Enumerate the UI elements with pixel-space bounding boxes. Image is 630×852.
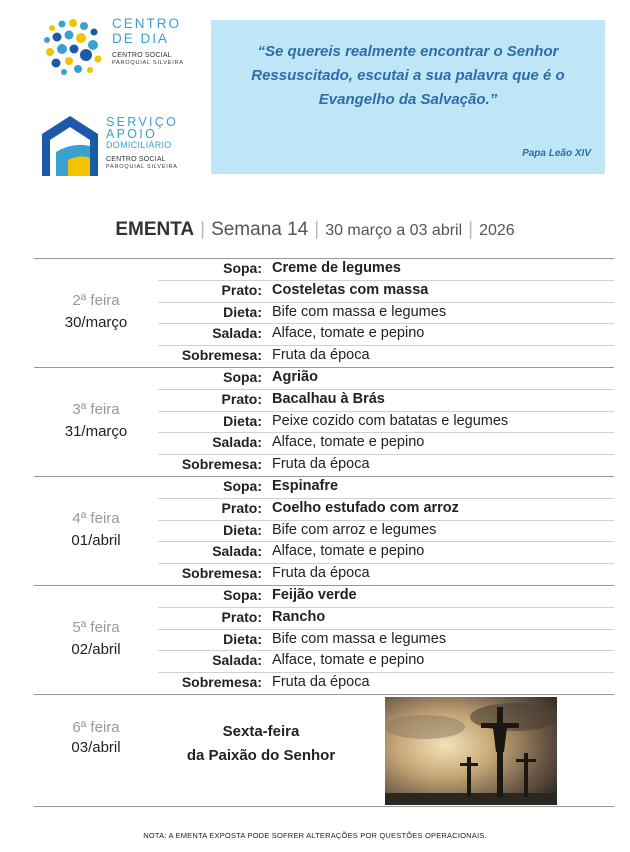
item-label: Dieta:	[223, 304, 262, 320]
item-label: Sopa:	[223, 369, 262, 385]
row-separator	[158, 520, 614, 521]
item-value: Agrião	[272, 369, 318, 385]
day-separator	[34, 258, 614, 259]
row-separator	[158, 672, 614, 673]
row-separator	[158, 389, 614, 390]
item-value: Fruta da época	[272, 674, 370, 690]
centro-de-dia-logo-text	[112, 16, 184, 67]
item-value: Alface, tomate e pepino	[272, 543, 425, 559]
menu-week: Semana 14	[211, 219, 309, 240]
row-separator	[158, 302, 614, 303]
item-value: Bife com massa e legumes	[272, 304, 447, 320]
footer-note: NOTA: A EMENTA EXPOSTA PODE SOFRER ALTERAÇÕES POR QUESTÕES OPERACIONAIS.	[143, 831, 487, 840]
quote-author: Papa Leão XIV	[522, 148, 591, 159]
menu-title: EMENTA	[115, 219, 195, 240]
crucifixion-image	[385, 697, 557, 805]
day-separator	[34, 476, 614, 477]
row-separator	[158, 541, 614, 542]
day-date: 03/abril	[71, 739, 121, 756]
item-label: Salada:	[212, 543, 262, 559]
row-separator	[158, 345, 614, 346]
logo-title-line: DOMICILIÁRIO	[106, 140, 172, 150]
item-value: Fruta da época	[272, 456, 370, 472]
logo-subtitle: CENTRO SOCIAL	[112, 52, 172, 59]
item-label: Prato:	[221, 500, 262, 516]
item-label: Dieta:	[223, 413, 262, 429]
logo-subtitle: PAROQUIAL SILVEIRA	[112, 60, 184, 66]
logo-subtitle: PAROQUIAL SILVEIRA	[106, 164, 178, 170]
item-label: Prato:	[221, 282, 262, 298]
day-name: 3ª feira	[72, 401, 120, 418]
day-date: 01/abril	[71, 532, 121, 549]
servico-apoio-logo-text	[106, 116, 178, 171]
menu-year: 2026	[479, 222, 515, 239]
day-date: 02/abril	[71, 641, 121, 658]
logo-title-line: DE DIA	[112, 31, 170, 46]
row-separator	[158, 563, 614, 564]
centro-de-dia-logo-icon	[42, 18, 104, 76]
item-label: Sobremesa:	[181, 674, 262, 690]
row-separator	[158, 607, 614, 608]
row-separator	[158, 454, 614, 455]
row-separator	[158, 432, 614, 433]
item-value: Peixe cozido com batatas e legumes	[272, 413, 509, 429]
logo-title-line: SERVIÇO	[106, 115, 179, 129]
item-label: Sobremesa:	[181, 347, 262, 363]
row-separator	[158, 411, 614, 412]
logo-title-line: CENTRO	[112, 16, 181, 31]
row-separator	[158, 323, 614, 324]
day-separator	[34, 585, 614, 586]
item-label: Prato:	[221, 609, 262, 625]
item-value: Rancho	[272, 609, 326, 625]
table-bottom-line	[34, 806, 614, 807]
item-value: Alface, tomate e pepino	[272, 434, 425, 450]
item-value: Bife com arroz e legumes	[272, 522, 437, 538]
friday-special-text	[168, 720, 354, 768]
item-label: Salada:	[212, 652, 262, 668]
item-label: Sopa:	[223, 478, 262, 494]
day-date: 31/março	[64, 423, 128, 440]
row-separator	[158, 280, 614, 281]
menu-date-range: 30 março a 03 abril	[325, 222, 463, 239]
friday-line: da Paixão do Senhor	[186, 747, 336, 764]
logo-title-line: APOIO	[106, 127, 158, 141]
item-value: Creme de legumes	[272, 260, 401, 276]
item-value: Bacalhau à Brás	[272, 391, 385, 407]
item-value: Fruta da época	[272, 565, 370, 581]
item-label: Dieta:	[223, 631, 262, 647]
day-name: 4ª feira	[72, 510, 120, 527]
day-separator	[34, 694, 614, 695]
day-name: 5ª feira	[72, 619, 120, 636]
item-value: Costeletas com massa	[272, 282, 429, 298]
logo-subtitle: CENTRO SOCIAL	[106, 156, 166, 163]
house-logo-icon	[42, 116, 102, 176]
friday-line: Sexta-feira	[222, 723, 300, 740]
quote-text: “Se quereis realmente encontrar o Senhor Ressuscitado, escutai a sua palavra que é o Evangelho da Salvação.”	[251, 43, 565, 108]
item-value: Bife com massa e legumes	[272, 631, 447, 647]
item-value: Espinafre	[272, 478, 339, 494]
day-name: 6ª feira	[72, 719, 120, 736]
row-separator	[158, 650, 614, 651]
item-label: Dieta:	[223, 522, 262, 538]
item-value: Alface, tomate e pepino	[272, 325, 425, 341]
item-label: Sobremesa:	[181, 565, 262, 581]
item-label: Salada:	[212, 325, 262, 341]
item-label: Sopa:	[223, 260, 262, 276]
quote-box	[211, 20, 605, 174]
item-label: Prato:	[221, 391, 262, 407]
item-value: Feijão verde	[272, 587, 357, 603]
item-label: Sobremesa:	[181, 456, 262, 472]
item-value: Fruta da época	[272, 347, 370, 363]
item-value: Coelho estufado com arroz	[272, 500, 459, 516]
row-separator	[158, 498, 614, 499]
item-label: Sopa:	[223, 587, 262, 603]
row-separator	[158, 629, 614, 630]
menu-header: EMENTA | Semana 14 | 30 março a 03 abril | 2026	[115, 219, 515, 240]
day-date: 30/março	[64, 314, 128, 331]
day-separator	[34, 367, 614, 368]
item-value: Alface, tomate e pepino	[272, 652, 425, 668]
day-name: 2ª feira	[72, 292, 120, 309]
item-label: Salada:	[212, 434, 262, 450]
